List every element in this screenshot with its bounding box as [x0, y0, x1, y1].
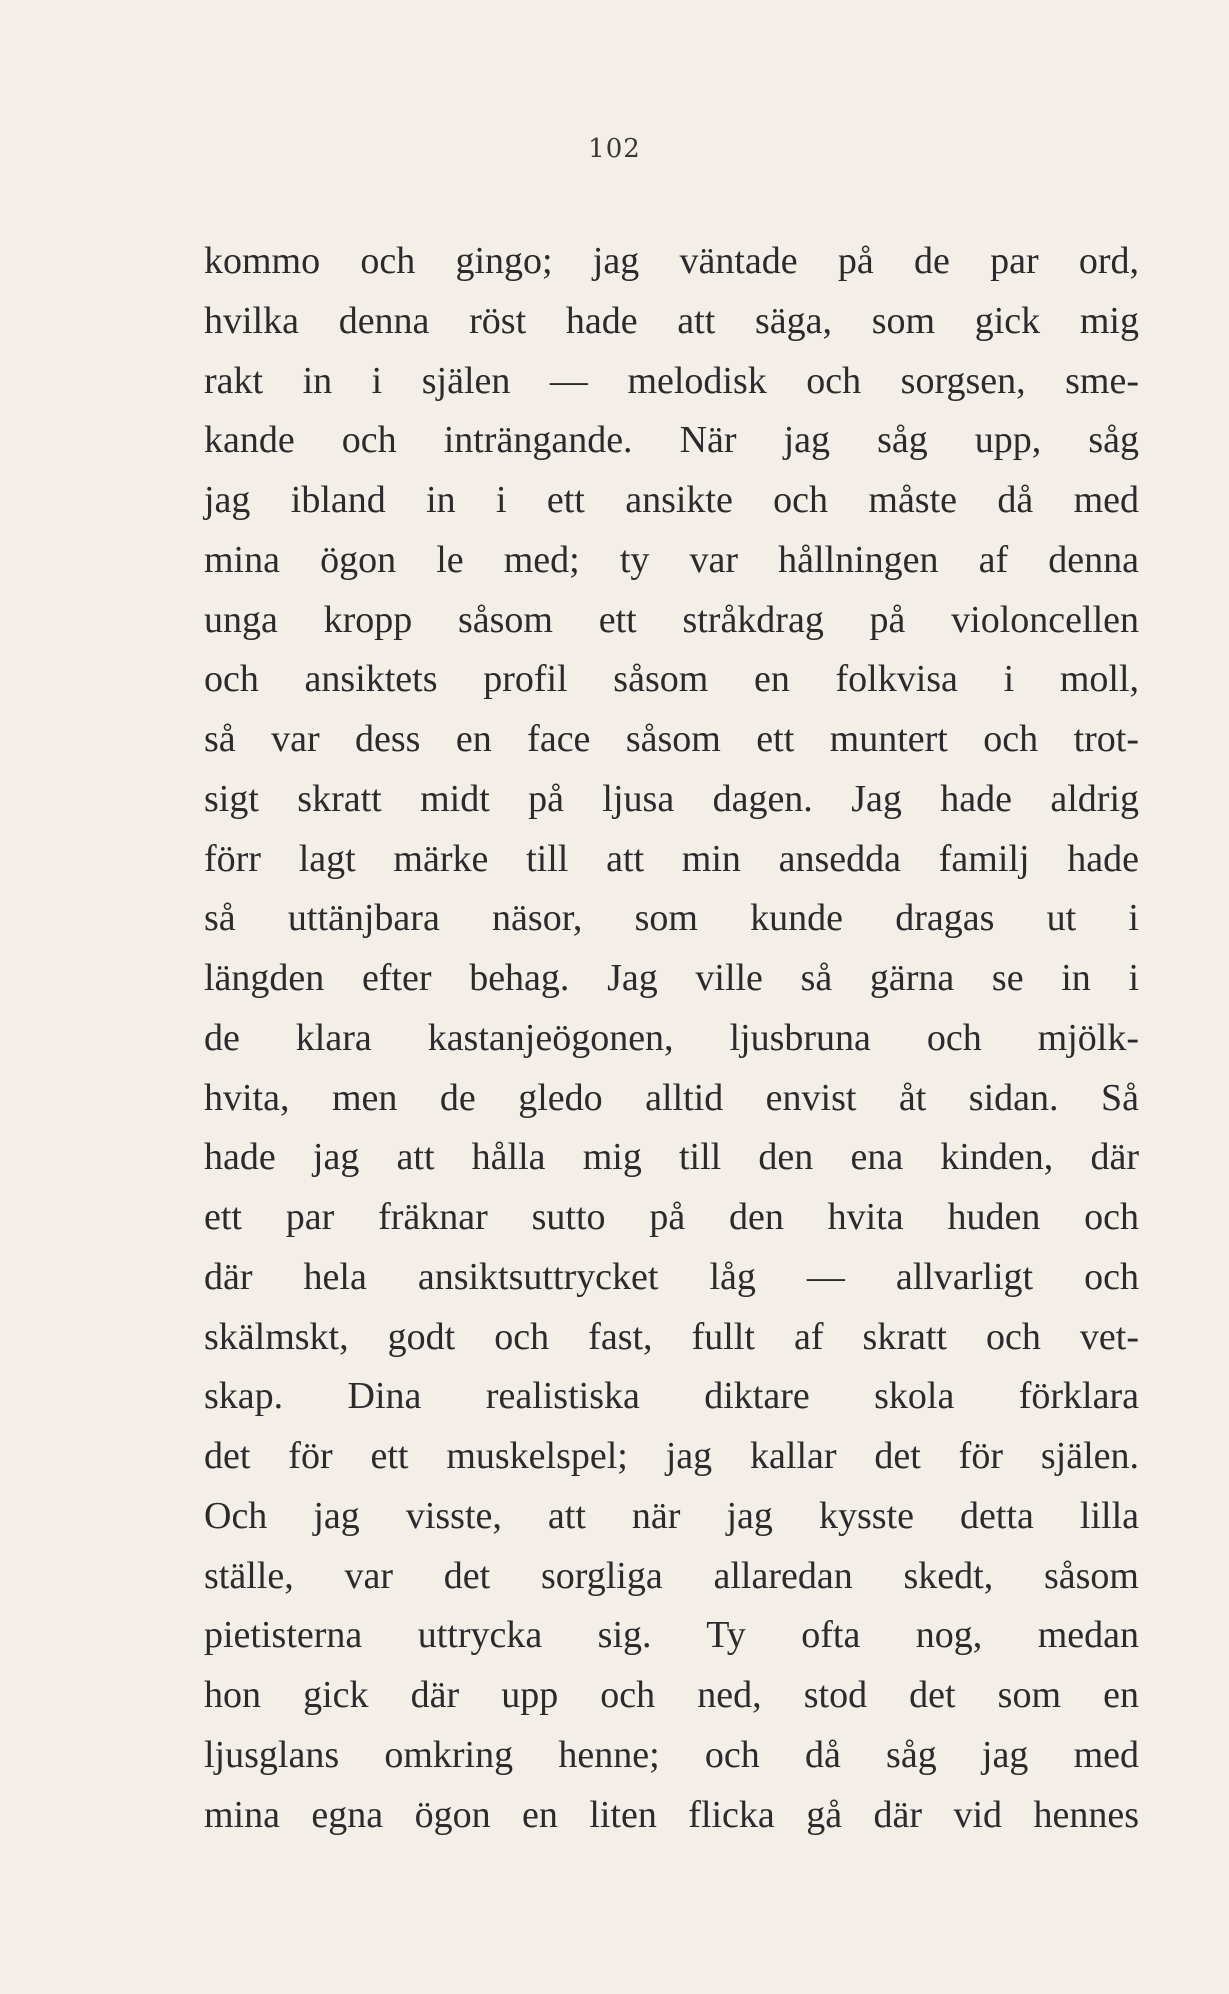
text-line: ställe, var det sorgliga allaredan skedt, såsom	[204, 1554, 1139, 1597]
text-line: de klara kastanjeögonen, ljusbruna och mjölk-	[204, 1016, 1139, 1059]
text-line: där hela ansiktsuttrycket låg — allvarligt och	[204, 1255, 1139, 1298]
text-line: pietisterna uttrycka sig. Ty ofta nog, medan	[204, 1614, 1139, 1657]
text-line: skap. Dina realistiska diktare skola förklara	[204, 1375, 1139, 1418]
text-line: rakt in i själen — melodisk och sorgsen, sme-	[204, 359, 1139, 402]
text-line: jag ibland in i ett ansikte och måste då med	[204, 479, 1139, 521]
text-line: och ansiktets profil såsom en folkvisa i moll,	[204, 658, 1139, 701]
text-line: mina ögon le med; ty var hållningen af denna	[204, 538, 1139, 581]
text-line: ljusglans omkring henne; och då såg jag med	[204, 1733, 1139, 1776]
text-line: unga kropp såsom ett stråkdrag på violoncellen	[204, 598, 1139, 641]
page-number: 102	[588, 134, 641, 164]
text-line: det för ett muskelspel; jag kallar det för själen.	[204, 1435, 1139, 1477]
text-line: mina egna ögon en liten flicka gå där vid hennes	[204, 1793, 1139, 1836]
text-line: längden efter behag. Jag ville så gärna se in i	[204, 957, 1139, 999]
text-line: så uttänjbara näsor, som kunde dragas ut i	[204, 897, 1139, 940]
text-line: ett par fräknar sutto på den hvita huden och	[204, 1196, 1139, 1238]
text-line: hon gick där upp och ned, stod det som en	[204, 1674, 1139, 1716]
text-line: Och jag visste, att när jag kysste detta lilla	[204, 1494, 1139, 1537]
text-line: kommo och gingo; jag väntade på de par ord,	[204, 240, 1139, 282]
text-line: kande och inträngande. När jag såg upp, såg	[204, 419, 1139, 462]
text-line: skälmskt, godt och fast, fullt af skratt och vet-	[204, 1315, 1139, 1358]
text-line: hade jag att hålla mig till den ena kinden, där	[204, 1136, 1139, 1179]
text-line: sigt skratt midt på ljusa dagen. Jag hade aldrig	[204, 777, 1139, 820]
text-line: så var dess en face såsom ett muntert och trot-	[204, 718, 1139, 760]
body-text	[204, 232, 1139, 1845]
text-line: hvita, men de gledo alltid envist åt sidan. Så	[204, 1076, 1139, 1119]
text-line: förr lagt märke till att min ansedda familj hade	[204, 837, 1139, 880]
text-line: hvilka denna röst hade att säga, som gick mig	[204, 299, 1139, 342]
